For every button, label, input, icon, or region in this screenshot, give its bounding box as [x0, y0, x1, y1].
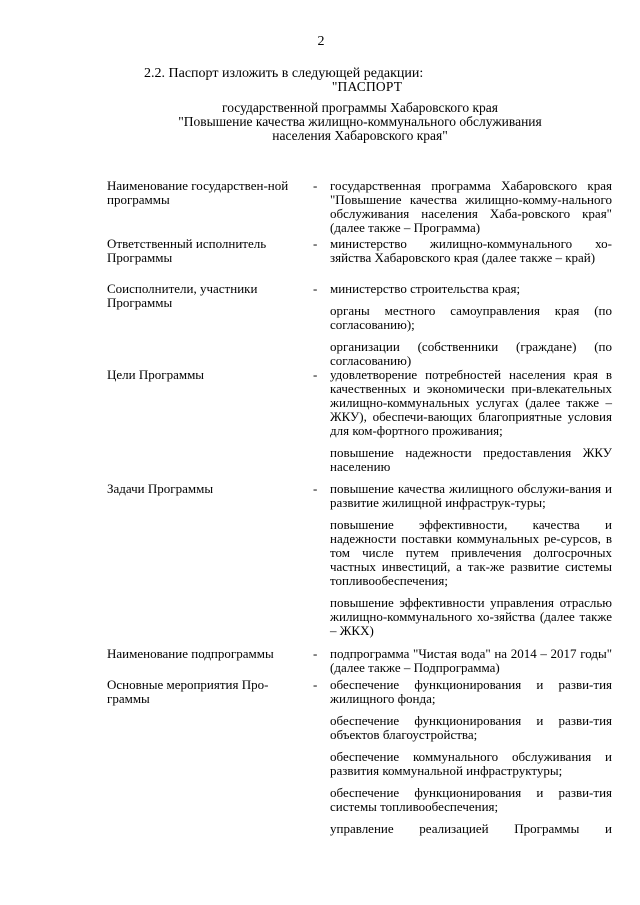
value-paragraph: повышение надежности предоставления ЖКУ населению [330, 445, 612, 474]
row-dash: - [313, 178, 318, 193]
row-dash: - [313, 281, 318, 296]
page-number: 2 [317, 34, 325, 49]
value-paragraph: государственная программа Хабаровского края "Повышение качества жилищно-комму-нального обслуживания населения Хаба-ровского края" (далее также – Программа) [330, 178, 612, 235]
subtitle-line: "Повышение качества жилищно-коммунального обслуживания [178, 114, 542, 129]
program-subtitle [100, 101, 620, 143]
row-value [330, 179, 612, 243]
intro-text: 2.2. Паспорт изложить в следующей редакции: [144, 66, 424, 81]
value-paragraph: министерство жилищно-коммунального хо-зяйства Хабаровского края (далее также – край) [330, 236, 612, 265]
value-paragraph: обеспечение функционирования и разви-тия жилищного фонда; [330, 677, 612, 706]
row-dash: - [313, 236, 318, 251]
row-dash: - [313, 367, 318, 382]
value-paragraph: обеспечение коммунального обслуживания и развития коммунальной инфраструктуры; [330, 749, 612, 778]
subtitle-line: населения Хабаровского края" [272, 128, 448, 143]
passport-heading [100, 80, 620, 143]
value-paragraph: подпрограмма "Чистая вода" на 2014 – 2017 годы" (далее также – Подпрограмма) [330, 646, 612, 675]
value-paragraph: обеспечение функционирования и разви-тия системы топливообеспечения; [330, 785, 612, 814]
value-paragraph: повышение эффективности управления отраслью жилищно-коммунального хо-зяйства (далее также – ЖКХ) [330, 595, 612, 638]
passport-title: "ПАСПОРТ [331, 79, 403, 94]
value-paragraph: министерство строительства края; [330, 281, 521, 296]
value-paragraph: органы местного самоуправления края (по согласованию); [330, 303, 612, 332]
row-dash: - [313, 481, 318, 496]
row-value [330, 368, 612, 482]
row-value [330, 678, 612, 844]
row-label: Основные мероприятия Про-граммы [107, 677, 269, 706]
value-paragraph: обеспечение функционирования и разви-тия объектов благоустройства; [330, 713, 612, 742]
row-label: Наименование государствен-ной программы [107, 178, 289, 207]
value-paragraph: повышение качества жилищного обслужи-вания и развитие жилищной инфраструк-туры; [330, 481, 612, 510]
value-paragraph: удовлетворение потребностей населения края в качественных и экономически при-влекательных жилищно-коммунальных услугах (далее также – ЖКУ), обеспечи-вающих благоприятные условия для ком-фортного проживания; [330, 367, 612, 438]
subtitle-line: государственной программы Хабаровского края [222, 100, 498, 115]
row-value [330, 282, 612, 376]
row-dash: - [313, 677, 318, 692]
row-value [330, 237, 612, 273]
row-label: Ответственный исполнитель Программы [107, 236, 267, 265]
row-label: Соисполнители, участники Программы [107, 281, 258, 310]
row-dash: - [313, 646, 318, 661]
value-paragraph: повышение эффективности, качества и надежности поставки коммунальных ре-сурсов, в том числе путем привлечения долгосрочных частных инвестиций, а так-же развитие системы топливообеспечения; [330, 517, 612, 588]
row-value [330, 482, 612, 646]
value-paragraph: организации (собственники (граждане) (по согласованию) [330, 339, 612, 368]
row-label: Задачи Программы [107, 481, 214, 496]
value-paragraph: управление реализацией Программы и [330, 821, 612, 836]
row-label: Наименование подпрограммы [107, 646, 274, 661]
row-label: Цели Программы [107, 367, 205, 382]
